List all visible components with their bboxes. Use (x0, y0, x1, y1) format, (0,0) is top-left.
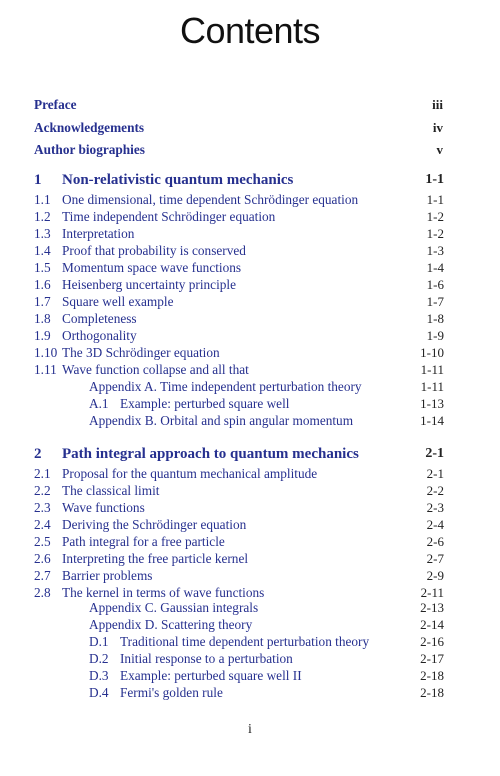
toc-entry-page: 2-6 (426, 534, 444, 549)
toc-entry-number: 1.5 (34, 260, 51, 275)
toc-entry-number: 2.5 (34, 534, 51, 549)
toc-entry[interactable] (0, 260, 500, 277)
toc-entry-number: D.2 (89, 651, 109, 666)
toc-entry-page: 1-6 (426, 277, 444, 292)
toc-entry[interactable] (0, 500, 500, 517)
toc-entry[interactable] (0, 345, 500, 362)
toc-entry[interactable] (0, 277, 500, 294)
toc-entry-title[interactable]: Barrier problems (62, 568, 153, 583)
toc-entry[interactable] (0, 379, 500, 396)
toc-entry-page: 1-2 (426, 209, 444, 224)
toc-entry[interactable] (0, 172, 500, 189)
toc-entry-title[interactable]: Acknowledgements (34, 120, 145, 135)
toc-entry-title[interactable]: Initial response to a perturbation (120, 651, 293, 666)
toc-entry-page: 2-18 (420, 685, 444, 700)
toc-entry-number: 1.3 (34, 226, 51, 241)
toc-entry-number: 2.8 (34, 585, 51, 600)
toc-entry-number: D.3 (89, 668, 109, 683)
toc-entry-title[interactable]: Time independent Schrödinger equation (62, 209, 276, 224)
toc-entry[interactable] (0, 651, 500, 668)
toc-entry-title[interactable]: Heisenberg uncertainty principle (62, 277, 237, 292)
toc-entry-title[interactable]: Deriving the Schrödinger equation (62, 517, 247, 532)
toc-entry[interactable] (0, 446, 500, 463)
toc-entry[interactable] (0, 517, 500, 534)
toc-entry-title[interactable]: The classical limit (62, 483, 160, 498)
toc-entry[interactable] (0, 209, 500, 226)
toc-entry-page: iii (432, 97, 443, 112)
toc-entry-number: 1.9 (34, 328, 51, 343)
toc-entry-number: 2.3 (34, 500, 51, 515)
toc-entry-number: 2.4 (34, 517, 51, 532)
toc-entry-title[interactable]: One dimensional, time dependent Schrödinger equation (62, 192, 359, 207)
toc-entry-title[interactable]: Example: perturbed square well (120, 396, 290, 411)
toc-entry-number: D.4 (89, 685, 109, 700)
toc-entry-number: D.1 (89, 634, 109, 649)
toc-entry[interactable] (0, 362, 500, 379)
toc-entry-title[interactable]: Non-relativistic quantum mechanics (62, 172, 294, 188)
toc-entry-number: 1.7 (34, 294, 51, 309)
toc-entry[interactable] (0, 226, 500, 243)
toc-entry[interactable] (0, 311, 500, 328)
toc-entry-title[interactable]: Appendix A. Time independent perturbation theory (89, 379, 362, 394)
toc-entry-title[interactable]: Fermi's golden rule (120, 685, 223, 700)
toc-entry-page: 1-9 (426, 328, 444, 343)
toc-entry-page: 2-4 (426, 517, 444, 532)
toc-entry-page: 1-8 (426, 311, 444, 326)
toc-entry-page: 2-1 (426, 466, 444, 481)
toc-entry-title[interactable]: Appendix B. Orbital and spin angular momentum (89, 413, 354, 428)
toc-entry-page: iv (432, 120, 443, 135)
toc-entry-title[interactable]: Path integral approach to quantum mechanics (62, 446, 359, 462)
toc-entry[interactable] (0, 328, 500, 345)
toc-entry-number: 1.1 (34, 192, 51, 207)
toc-entry-page: 1-3 (426, 243, 444, 258)
toc-entry[interactable] (0, 192, 500, 209)
toc-entry-title[interactable]: Example: perturbed square well II (120, 668, 302, 683)
toc-entry-page: 1-2 (426, 226, 444, 241)
toc-entry-title[interactable]: Proposal for the quantum mechanical amplitude (62, 466, 318, 481)
toc-entry-page: 2-3 (426, 500, 444, 515)
toc-entry[interactable] (0, 634, 500, 651)
toc-entry-page: 2-1 (425, 446, 444, 461)
toc-entry-title[interactable]: Momentum space wave functions (62, 260, 242, 275)
toc-entry-title[interactable]: The 3D Schrödinger equation (62, 345, 220, 360)
toc-entry-page: 2-17 (420, 651, 444, 666)
toc-entry-page: 2-2 (426, 483, 444, 498)
toc-entry-title[interactable]: Traditional time dependent perturbation theory (120, 634, 370, 649)
toc-entry-page: 1-7 (426, 294, 444, 309)
toc-entry-page: 2-13 (420, 600, 444, 615)
toc-entry-number: 1.2 (34, 209, 51, 224)
toc-entry-page: 1-1 (426, 192, 444, 207)
toc-entry[interactable] (0, 617, 500, 634)
toc-entry[interactable] (0, 142, 500, 159)
toc-entry-page: 1-13 (420, 396, 444, 411)
toc-entry-title[interactable]: Path integral for a free particle (62, 534, 225, 549)
toc-entry-number: 1 (34, 172, 42, 188)
page-number: i (248, 722, 252, 737)
toc-entry-page: 1-11 (420, 379, 444, 394)
toc-entry-page: 1-10 (420, 345, 444, 360)
toc-entry-title[interactable]: Interpreting the free particle kernel (62, 551, 249, 566)
toc-entry-page: 2-18 (420, 668, 444, 683)
toc-entry-number: 2.1 (34, 466, 51, 481)
toc-entry-page: 2-11 (420, 585, 444, 600)
toc-entry[interactable] (0, 294, 500, 311)
toc-entry[interactable] (0, 668, 500, 685)
toc-entry-title[interactable]: Appendix C. Gaussian integrals (89, 600, 259, 615)
toc-entry-title[interactable]: Wave function collapse and all that (62, 362, 249, 377)
toc-entry-page: 2-14 (420, 617, 444, 632)
toc-entry-number: 1.10 (34, 345, 58, 360)
toc-entry-title[interactable]: Orthogonality (62, 328, 137, 343)
toc-entry-page: v (436, 142, 443, 157)
toc-entry-title[interactable]: Author biographies (34, 142, 145, 157)
toc-entry[interactable] (0, 685, 500, 702)
toc-entry-page: 2-7 (426, 551, 444, 566)
toc-entry-number: 2 (34, 446, 42, 462)
toc-entry-title[interactable]: Wave functions (62, 500, 145, 515)
toc-entry-number: 1.6 (34, 277, 51, 292)
toc-entry[interactable] (0, 600, 500, 617)
toc-entry-number: 2.6 (34, 551, 51, 566)
toc-entry-page: 2-9 (426, 568, 444, 583)
toc-entry-page: 1-4 (426, 260, 444, 275)
toc-entry-title[interactable]: Interpretation (62, 226, 135, 241)
toc-entry[interactable] (0, 466, 500, 483)
toc-entry-number: 2.7 (34, 568, 51, 583)
toc-entry-page: 1-1 (425, 172, 444, 187)
toc-entry[interactable] (0, 396, 500, 413)
toc-entry[interactable] (0, 568, 500, 585)
toc-entry-title[interactable]: Completeness (62, 311, 137, 326)
toc-entry[interactable] (0, 97, 500, 114)
toc-entry[interactable] (0, 243, 500, 260)
toc-entry[interactable] (0, 413, 500, 430)
toc-entry-title[interactable]: Proof that probability is conserved (62, 243, 246, 258)
toc-entry-title[interactable]: Preface (34, 97, 77, 112)
toc-entry[interactable] (0, 551, 500, 568)
toc-entry-number: A.1 (89, 396, 109, 411)
toc-entry[interactable] (0, 483, 500, 500)
toc-entry-number: 1.8 (34, 311, 51, 326)
toc-entry-title[interactable]: The kernel in terms of wave functions (62, 585, 265, 600)
toc-entry-title[interactable]: Appendix D. Scattering theory (89, 617, 253, 632)
toc-entry-page: 2-16 (420, 634, 444, 649)
toc-entry-number: 1.4 (34, 243, 51, 258)
toc-entry[interactable] (0, 120, 500, 137)
toc-entry-page: 1-11 (420, 362, 444, 377)
toc-entry[interactable] (0, 534, 500, 551)
toc-entry-number: 1.11 (34, 362, 57, 377)
page-title: Contents (179, 10, 321, 51)
toc-entry-title[interactable]: Square well example (62, 294, 174, 309)
toc-entry-number: 2.2 (34, 483, 51, 498)
toc-entry-page: 1-14 (420, 413, 444, 428)
